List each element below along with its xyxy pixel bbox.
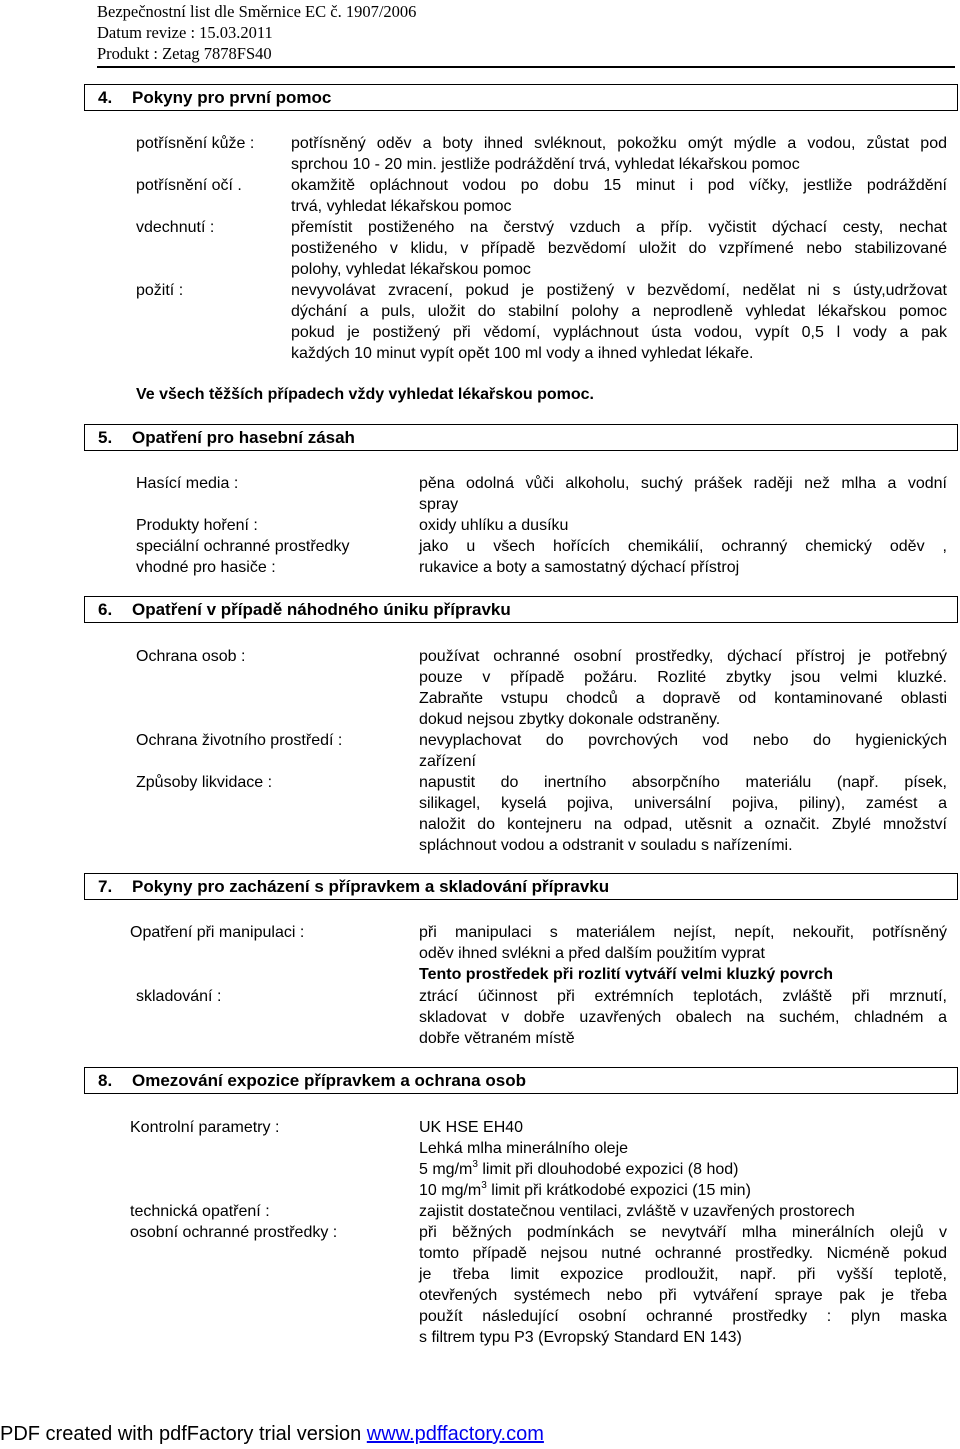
control-parameters-label: Kontrolní parametry : — [130, 1119, 280, 1136]
combustion-products-value: oxidy uhlíku a dusíku — [419, 517, 569, 534]
personal-ppe-line1: při běžných podmínkách se nevytváří mlha minerálních olejů v — [419, 1224, 947, 1241]
section-number: 5. — [98, 428, 113, 447]
header-revision-date: Datum revize : 15.03.2011 — [97, 23, 273, 42]
eyes-label: potřísnění očí . — [136, 177, 242, 194]
control-parameters-line1: UK HSE EH40 — [419, 1119, 524, 1136]
section-7-heading — [84, 873, 958, 900]
header-divider — [97, 66, 955, 68]
limit-value: 10 mg/m — [419, 1182, 482, 1199]
section-4-heading — [84, 84, 958, 111]
inhalation-text-line1: přemístit postiženého na čerstvý vzduch a příp. vyčistit dýchací cesty, nechat — [291, 219, 947, 236]
skin-text-line1: potřísněný oděv a boty ihned svléknout, pokožku omýt mýdle a vodou, zůstat pod — [291, 135, 947, 152]
ingestion-text-line1: nevyvolávat zvracení, pokud je postižený v bezvědomí, nedělat ni s ústy,udržovat — [291, 282, 947, 299]
section-number: 4. — [98, 88, 113, 107]
section-title: Pokyny pro zacházení s přípravkem a skladování přípravku — [132, 877, 610, 896]
handling-warning: Tento prostředek při rozlití vytváří velmi kluzký povrch — [419, 966, 834, 983]
disposal-line4: spláchnout vodou a odstranit v souladu s nařízeními. — [419, 837, 793, 854]
section-title: Opatření v případě náhodného úniku přípravku — [132, 600, 511, 619]
combustion-products-label: Produkty hoření : — [136, 517, 258, 534]
firefighter-ppe-label-line2: vhodné pro hasiče : — [136, 559, 276, 576]
technical-measures-label: technická opatření : — [130, 1203, 270, 1220]
firefighter-ppe-label-line1: speciální ochranné prostředky — [136, 538, 350, 555]
disposal-line2: silikagel, kyselá pojiva, universální pojiva, piliny), zamést a — [419, 795, 947, 812]
limit-description: limit při krátkodobé expozici (15 min) — [486, 1182, 751, 1199]
personal-protection-line2: pouze v případě požáru. Rozlité zbytky jsou velmi kluzké. — [419, 669, 947, 686]
personal-protection-line3: Zabraňte vstupu chodců a dopravě od kontaminované oblasti — [419, 690, 947, 707]
disposal-line3: naložit do kontejneru na odpad, utěsnit a označit. Zbylé množství — [419, 816, 947, 833]
control-parameters-line2: Lehká mlha minerálního oleje — [419, 1140, 629, 1157]
first-aid-note: Ve všech těžších případech vždy vyhledat lékařskou pomoc. — [136, 386, 594, 403]
ingestion-text-line4: každých 10 minut vypít opět 100 ml vody a ihned vyhledat lékaře. — [291, 345, 754, 362]
personal-ppe-line2: tomto případě nejsou nutné ochranné prostředky. Nicméně pokud — [419, 1245, 947, 1262]
header-product: Produkt : Zetag 7878FS40 — [97, 44, 272, 63]
environment-protection-line1: nevyplachovat do povrchových vod nebo do hygienických — [419, 732, 947, 749]
control-parameters-line4 — [419, 1180, 751, 1201]
pdf-footer — [0, 1422, 544, 1446]
footer-text: PDF created with pdfFactory trial version — [0, 1423, 367, 1445]
superscript: 3 — [481, 1180, 487, 1191]
extinguishing-media-line1: pěna odolná vůči alkoholu, suchý prášek raději než mlha a vodní — [419, 475, 947, 492]
ingestion-text-line2: dýchání a puls, uložit do stabilní polohy a neprodleně vyhledat lékařskou pomoc — [291, 303, 947, 320]
environment-protection-line2: zařízení — [419, 753, 476, 770]
extinguishing-media-line2: spray — [419, 496, 459, 513]
handling-line1: při manipulaci s materiálem nejíst, nepít, nekouřit, potřísněný — [419, 924, 947, 941]
control-parameters-line3 — [419, 1159, 739, 1180]
personal-ppe-line5: použít následující osobní ochranné prostředky : plyn maska — [419, 1308, 947, 1325]
disposal-line1: napustit do inertního absorpčního materiálu (např. písek, — [419, 774, 947, 791]
eyes-text-line2: trvá, vyhledat lékařskou pomoc — [291, 198, 512, 215]
personal-ppe-line4: otevřených systémech nebo při vytváření spraye pak je třeba — [419, 1287, 947, 1304]
section-8-heading — [84, 1067, 958, 1094]
handling-line2: oděv ihned svlékni a před dalším použitím vyprat — [419, 945, 765, 962]
inhalation-text-line2: postiženého v klidu, v případě bezvědomí uložit do vzpřímené nebo stabilizované — [291, 240, 947, 257]
storage-label: skladování : — [136, 988, 222, 1005]
ingestion-label: požití : — [136, 282, 184, 299]
footer-link[interactable]: www.pdffactory.com — [366, 1423, 544, 1445]
personal-protection-line1: používat ochranné osobní prostředky, dýchací přístroj je potřebný — [419, 648, 947, 665]
section-title: Opatření pro hasební zásah — [132, 428, 355, 447]
firefighter-ppe-line2: rukavice a boty a samostatný dýchací přístroj — [419, 559, 740, 576]
handling-label: Opatření při manipulaci : — [130, 924, 305, 941]
storage-line1: ztrácí účinnost při extrémních teplotách, zvláště při mrznutí, — [419, 988, 947, 1005]
personal-ppe-label: osobní ochranné prostředky : — [130, 1224, 338, 1241]
extinguishing-media-label: Hasící media : — [136, 475, 239, 492]
skin-label: potřísnění kůže : — [136, 135, 255, 152]
section-number: 7. — [98, 877, 113, 896]
disposal-label: Způsoby likvidace : — [136, 774, 273, 791]
personal-ppe-line3: je třeba limit expozice prodloužit, např. při vyšší teplotě, — [419, 1266, 947, 1283]
skin-text-line2: sprchou 10 - 20 min. jestliže podráždění trvá, vyhledat lékařskou pomoc — [291, 156, 800, 173]
inhalation-text-line3: polohy, vyhledat lékařskou pomoc — [291, 261, 531, 278]
storage-line2: skladovat v dobře uzavřených obalech na suchém, chladném a — [419, 1009, 947, 1026]
header-title: Bezpečnostní list dle Směrnice EC č. 1907/2006 — [97, 2, 417, 21]
section-5-heading — [84, 424, 958, 451]
personal-ppe-line6: s filtrem typu P3 (Evropský Standard EN 143) — [419, 1329, 742, 1346]
limit-description: limit při dlouhodobé expozici (8 hod) — [477, 1161, 739, 1178]
technical-measures-value: zajistit dostatečnou ventilaci, zvláště v uzavřených prostorech — [419, 1203, 855, 1220]
personal-protection-label: Ochrana osob : — [136, 648, 246, 665]
section-title: Pokyny pro první pomoc — [132, 88, 332, 107]
superscript: 3 — [472, 1159, 478, 1170]
storage-line3: dobře větraném místě — [419, 1030, 575, 1047]
section-title: Omezování expozice přípravkem a ochrana osob — [132, 1071, 526, 1090]
ingestion-text-line3: pokud je postižený při vědomí, vypláchnout ústa vodou, vypít 0,5 l vody a pak — [291, 324, 947, 341]
section-number: 8. — [98, 1071, 113, 1090]
limit-value: 5 mg/m — [419, 1161, 473, 1178]
section-number: 6. — [98, 600, 113, 619]
firefighter-ppe-line1: jako u všech hořících chemikálií, ochranný chemický oděv , — [419, 538, 947, 555]
inhalation-label: vdechnutí : — [136, 219, 215, 236]
section-6-heading — [84, 596, 958, 623]
document-header — [97, 1, 416, 64]
eyes-text-line1: okamžitě opláchnout vodou po dobu 15 minut i pod víčky, jestliže podráždění — [291, 177, 947, 194]
personal-protection-line4: dokud nejsou zbytky dokonale odstraněny. — [419, 711, 721, 728]
environment-protection-label: Ochrana životního prostředí : — [136, 732, 343, 749]
